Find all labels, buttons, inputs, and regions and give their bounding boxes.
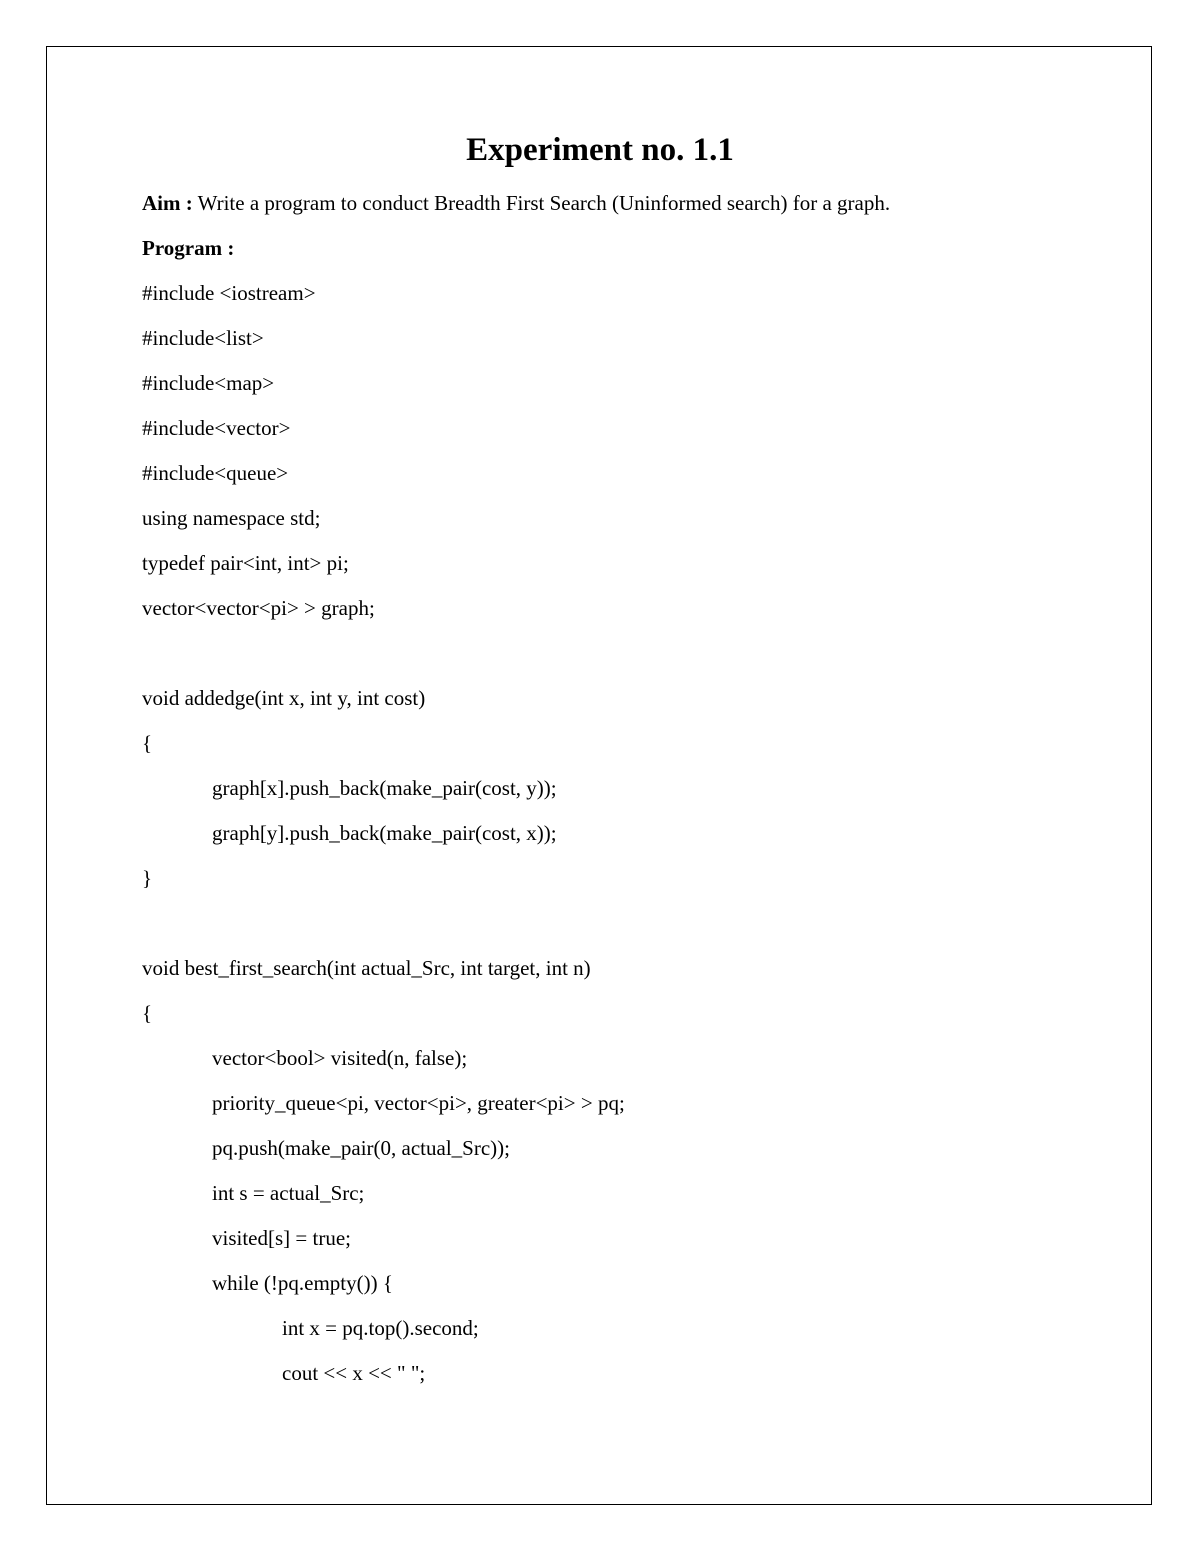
code-line: { <box>142 731 153 755</box>
code-line: #include<list> <box>142 326 264 350</box>
code-line: vector<bool> visited(n, false); <box>212 1046 468 1070</box>
code-line: #include<map> <box>142 371 275 395</box>
blank-line <box>142 631 1142 676</box>
code-line: { <box>142 1001 153 1025</box>
program-label: Program : <box>142 236 235 260</box>
code-line: graph[x].push_back(make_pair(cost, y)); <box>212 776 557 800</box>
code-line: } <box>142 866 153 890</box>
page-title: Experiment no. 1.1 <box>466 132 734 168</box>
code-line: while (!pq.empty()) { <box>212 1271 393 1295</box>
blank-line <box>142 901 1142 946</box>
code-line: typedef pair<int, int> pi; <box>142 551 349 575</box>
document-body <box>142 181 1142 1396</box>
aim-line <box>142 181 1142 226</box>
code-line: #include<queue> <box>142 461 289 485</box>
aim-label: Aim : <box>142 191 193 215</box>
code-line: vector<vector<pi> > graph; <box>142 596 375 620</box>
code-line: int s = actual_Src; <box>212 1181 365 1205</box>
code-line: visited[s] = true; <box>212 1226 351 1250</box>
code-line: graph[y].push_back(make_pair(cost, x)); <box>212 821 557 845</box>
code-line: void addedge(int x, int y, int cost) <box>142 686 426 710</box>
code-line: void best_first_search(int actual_Src, int target, int n) <box>142 956 591 980</box>
aim-text: Write a program to conduct Breadth First Search (Uninformed search) for a graph. <box>192 191 891 215</box>
code-line: #include<vector> <box>142 416 291 440</box>
code-line: cout << x << " "; <box>282 1361 426 1385</box>
code-line: priority_queue<pi, vector<pi>, greater<pi> > pq; <box>212 1091 625 1115</box>
code-line: int x = pq.top().second; <box>282 1316 479 1340</box>
code-line: #include <iostream> <box>142 281 316 305</box>
code-line: using namespace std; <box>142 506 321 530</box>
code-line: pq.push(make_pair(0, actual_Src)); <box>212 1136 510 1160</box>
